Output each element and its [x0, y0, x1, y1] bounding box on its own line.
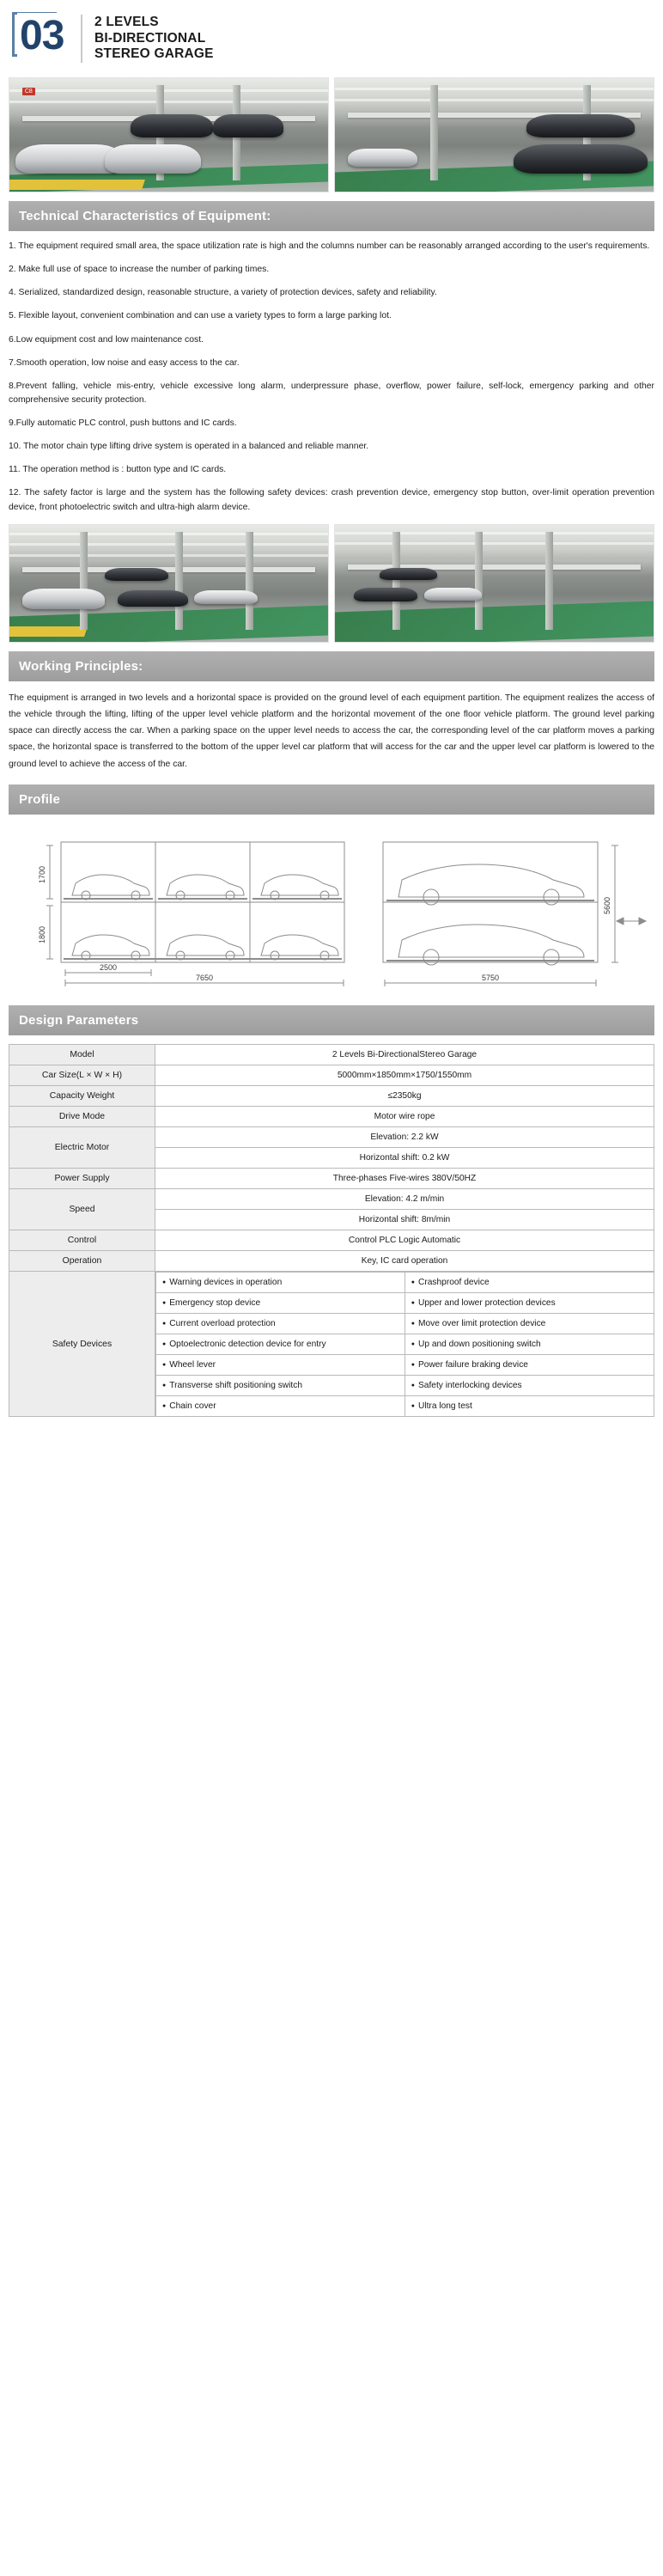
param-value: Three-phases Five-wires 380V/50HZ: [155, 1168, 654, 1188]
technical-item: 1. The equipment required small area, the space utilization rate is high and the columns number can be reasonably arranged according to the user's requirements.: [9, 241, 650, 251]
table-row: [9, 1188, 654, 1209]
photo-row-top: [9, 77, 654, 192]
safety-item: ● Crashproof device: [404, 1272, 654, 1292]
param-label-safety: Safety Devices: [9, 1271, 155, 1417]
table-row: [9, 1126, 654, 1147]
table-row: [9, 1085, 654, 1106]
param-label: Control: [9, 1230, 155, 1250]
safety-row: [156, 1292, 654, 1313]
safety-row: [156, 1395, 654, 1416]
title-line-2: BI-DIRECTIONAL: [94, 30, 206, 46]
param-label: Car Size(L × W × H): [9, 1065, 155, 1085]
param-value: Elevation: 4.2 m/min: [155, 1188, 654, 1209]
technical-item: 9.Fully automatic PLC control, push buttons and IC cards.: [9, 418, 237, 428]
dim-width-right: 5750: [481, 973, 500, 982]
table-row-safety: [9, 1271, 654, 1417]
dim-total-height: 5600: [603, 896, 611, 914]
safety-item: ● Safety interlocking devices: [404, 1375, 654, 1395]
working-principles-text: The equipment is arranged in two levels and a horizontal space is provided on the ground level of each equipment partition. The equipment realizes the access of the vehicle through the lifting, lifting of the upper level vehicle platform and the horizontal movement of the one floor vehicle platform. The ground level parking space can directly access the car. When a parking space on the upper level needs to access the car, the corresponding level of the car platform moves a parking space, the horizontal space is transferred to the bottom of the upper level car platform that will access for the car and the upper level car platform is lowered to the ground level to achieve the access of the car.: [9, 693, 654, 769]
section-number-badge: [12, 12, 69, 65]
param-label: Operation: [9, 1250, 155, 1271]
safety-item: ● Wheel lever: [156, 1354, 405, 1375]
param-label: Electric Motor: [9, 1126, 155, 1168]
photo-garage-white-cars: C8: [9, 77, 329, 192]
table-row: [9, 1168, 654, 1188]
table-row: [9, 1065, 654, 1085]
dim-width-small: 2500: [99, 962, 118, 972]
dim-width-left: 7650: [195, 973, 214, 982]
dim-upper-height: 1700: [38, 865, 46, 883]
technical-item: 7.Smooth operation, low noise and easy access to the car.: [9, 357, 240, 368]
section-header-profile: Profile: [9, 784, 654, 815]
title-line-3: STEREO GARAGE: [94, 46, 214, 62]
photo-garage-black-car: [334, 77, 654, 192]
title-line-1: 2 LEVELS: [94, 14, 159, 29]
safety-row: [156, 1272, 654, 1292]
technical-item: 11. The operation method is : button type and IC cards.: [9, 465, 227, 475]
param-value: Horizontal shift: 0.2 kW: [155, 1147, 654, 1168]
param-label: Capacity Weight: [9, 1085, 155, 1106]
param-value: Elevation: 2.2 kW: [155, 1126, 654, 1147]
design-parameters-table: [9, 1044, 654, 1418]
safety-item: ● Emergency stop device: [156, 1292, 405, 1313]
safety-item: ● Warning devices in operation: [156, 1272, 405, 1292]
safety-item: ● Optoelectronic detection device for entry: [156, 1334, 405, 1354]
param-value: Motor wire rope: [155, 1106, 654, 1126]
safety-item: ● Current overload protection: [156, 1313, 405, 1334]
page-header: [9, 7, 654, 74]
technical-item: 8.Prevent falling, vehicle mis-entry, vehicle excessive long alarm, underpressure phase, overflow, power failure, self-lock, emergency parking and other comprehensive security protection.: [9, 381, 654, 405]
section-header-technical: Technical Characteristics of Equipment:: [9, 201, 654, 231]
table-row: [9, 1230, 654, 1250]
technical-item: 5. Flexible layout, convenient combination and can use a variety types to form a large parking lot.: [9, 311, 392, 321]
safety-item: ● Move over limit protection device: [404, 1313, 654, 1334]
technical-item: 2. Make full use of space to increase the number of parking times.: [9, 265, 270, 275]
safety-row: [156, 1375, 654, 1395]
photo-garage-row-left: [9, 524, 329, 643]
param-label: Power Supply: [9, 1168, 155, 1188]
dim-lower-height: 1800: [38, 925, 46, 943]
safety-row: [156, 1354, 654, 1375]
param-value: 2 Levels Bi-DirectionalStereo Garage: [155, 1044, 654, 1065]
safety-item: ● Ultra long test: [404, 1395, 654, 1416]
param-value: 5000mm×1850mm×1750/1550mm: [155, 1065, 654, 1085]
safety-item: ● Transverse shift positioning switch: [156, 1375, 405, 1395]
safety-devices-cell: [155, 1271, 654, 1417]
technical-item: 6.Low equipment cost and low maintenance cost.: [9, 334, 204, 345]
safety-row: [156, 1334, 654, 1354]
safety-item: ● Chain cover: [156, 1395, 405, 1416]
page-title: [81, 15, 214, 64]
photo-garage-row-right: [334, 524, 654, 643]
param-label: Model: [9, 1044, 155, 1065]
param-value: Horizontal shift: 8m/min: [155, 1209, 654, 1230]
technical-item: 10. The motor chain type lifting drive system is operated in a balanced and reliable manner.: [9, 442, 369, 452]
safety-item: ● Up and down positioning switch: [404, 1334, 654, 1354]
section-number: 03: [17, 13, 66, 59]
param-value: Key, IC card operation: [155, 1250, 654, 1271]
param-value: Control PLC Logic Automatic: [155, 1230, 654, 1250]
table-row: [9, 1044, 654, 1065]
technical-item: 4. Serialized, standardized design, reasonable structure, a variety of protection devices, safety and reliability.: [9, 288, 437, 298]
photo-row-middle: [9, 524, 654, 643]
table-row: [9, 1106, 654, 1126]
safety-row: [156, 1313, 654, 1334]
profile-drawing: [9, 823, 654, 998]
param-value: ≤2350kg: [155, 1085, 654, 1106]
technical-item: 12. The safety factor is large and the system has the following safety devices: crash prevention device, emergency stop button, over-limit operation prevention device, front photoelectric switch and ultra-high alarm device.: [9, 488, 654, 512]
param-label: Drive Mode: [9, 1106, 155, 1126]
technical-characteristics-list: [9, 240, 654, 515]
param-label: Speed: [9, 1188, 155, 1230]
safety-item: ● Upper and lower protection devices: [404, 1292, 654, 1313]
section-header-working-principles: Working Principles:: [9, 651, 654, 681]
working-principles-text-wrap: [9, 690, 654, 772]
section-header-design-parameters: Design Parameters: [9, 1005, 654, 1035]
table-row: [9, 1250, 654, 1271]
safety-item: ● Power failure braking device: [404, 1354, 654, 1375]
